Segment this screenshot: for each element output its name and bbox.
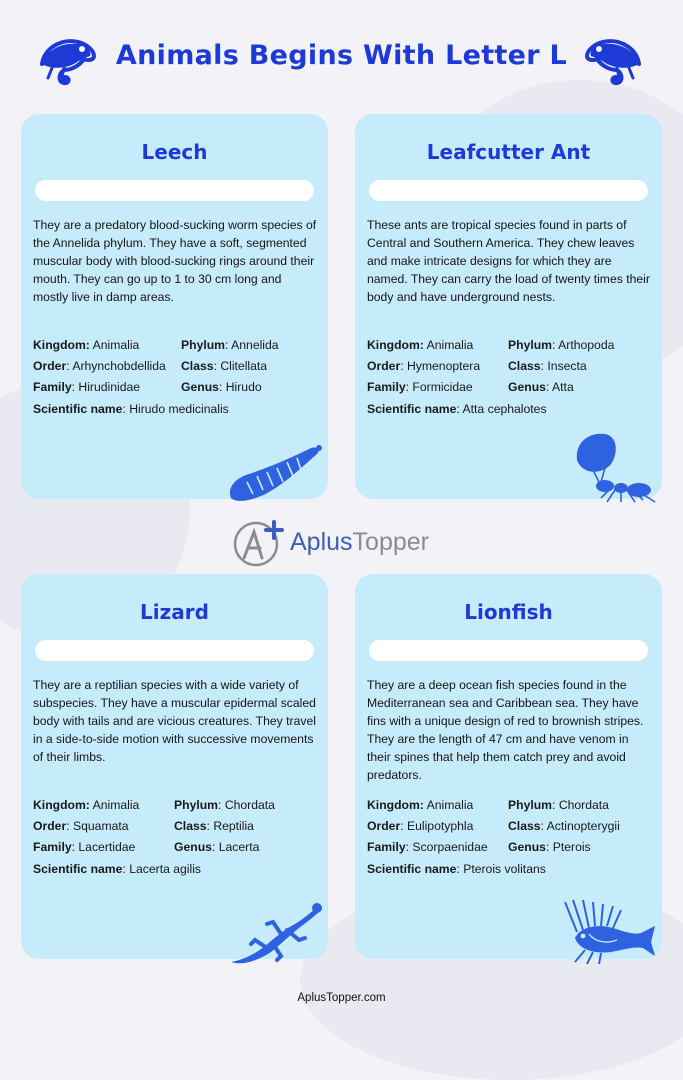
card-divider-bar — [369, 180, 648, 201]
scientific-name-row: Scientific name: Hirudo medicinalis — [33, 402, 229, 416]
kingdom-row: Kingdom: Animalia — [33, 338, 140, 352]
card-description: They are a predatory blood-sucking worm species of the Annelida phylum. They have a soft, segmented muscular body with blood-sucking rings around their mouth. They can go up to 1 to 30 cm long and mostly live in damp areas. — [33, 218, 317, 304]
card-description: They are a deep ocean fish species found in the Mediterranean sea and Caribbean sea. They have fins with a unique design of red to brownish stripes. They are the length of 47 cm and have venom in their spines that help them catch prey and avoid predators. — [367, 678, 644, 782]
phylum-row: Phylum: Chordata — [508, 798, 609, 812]
card-lionfish — [355, 574, 662, 959]
phylum-row: Phylum: Annelida — [181, 338, 279, 352]
scientific-name-row: Scientific name: Atta cephalotes — [367, 402, 547, 416]
family-row: Family: Scorpaenidae — [367, 840, 488, 854]
phylum-row: Phylum: Chordata — [174, 798, 275, 812]
family-row: Family: Lacertidae — [33, 840, 136, 854]
footer-site-link[interactable]: AplusTopper.com — [297, 992, 386, 1004]
kingdom-row: Kingdom: Animalia — [367, 338, 474, 352]
card-title: Leech — [141, 140, 208, 164]
class-row: Class: Reptilia — [174, 819, 254, 833]
genus-row: Genus: Atta — [508, 380, 574, 394]
class-row: Class: Actinopterygii — [508, 819, 620, 833]
scientific-name-row: Scientific name: Pterois volitans — [367, 862, 546, 876]
family-row: Family: Hirudinidae — [33, 380, 141, 394]
phylum-row: Phylum: Arthopoda — [508, 338, 615, 352]
card-title: Leafcutter Ant — [426, 140, 591, 164]
kingdom-row: Kingdom: Animalia — [367, 798, 474, 812]
genus-row: Genus: Lacerta — [174, 840, 260, 854]
class-row: Class: Clitellata — [181, 359, 268, 373]
page-title: Animals Begins With Letter L — [115, 40, 568, 71]
card-leafcutter-ant — [355, 114, 662, 499]
card-divider-bar — [35, 640, 314, 661]
order-row: Order: Arhynchobdellida — [33, 359, 166, 373]
card-description: These ants are tropical species found in parts of Central and Southern America. They chew leaves and make intricate designs for which they are named. They can carry the load of twenty times their body and have underground nests. — [367, 218, 650, 304]
card-leech — [21, 114, 328, 499]
genus-row: Genus: Hirudo — [181, 380, 262, 394]
family-row: Family: Formicidae — [367, 380, 473, 394]
card-divider-bar — [35, 180, 314, 201]
logo-text: AplusTopper — [290, 528, 429, 556]
lionfish-icon — [555, 898, 659, 964]
logo-emblem-icon — [232, 516, 286, 568]
aplustopper-logo — [232, 516, 462, 568]
card-description: They are a reptilian species with a wide variety of subspecies. They have a muscular epidermal scaled body with tails and are vicious creatures. They travel in a side-to-side motion with successive movements of their limbs. — [33, 678, 316, 764]
order-row: Order: Eulipotyphla — [367, 819, 474, 833]
card-divider-bar — [369, 640, 648, 661]
genus-row: Genus: Pterois — [508, 840, 591, 854]
order-row: Order: Squamata — [33, 819, 129, 833]
order-row: Order: Hymenoptera — [367, 359, 481, 373]
ant-icon — [571, 430, 661, 504]
card-title: Lionfish — [464, 600, 553, 624]
card-title: Lizard — [140, 600, 209, 624]
card-lizard — [21, 574, 328, 959]
kingdom-row: Kingdom: Animalia — [33, 798, 140, 812]
scientific-name-row: Scientific name: Lacerta agilis — [33, 862, 202, 876]
class-row: Class: Insecta — [508, 359, 587, 373]
lizard-icon — [225, 900, 325, 966]
leech-icon — [225, 442, 327, 504]
